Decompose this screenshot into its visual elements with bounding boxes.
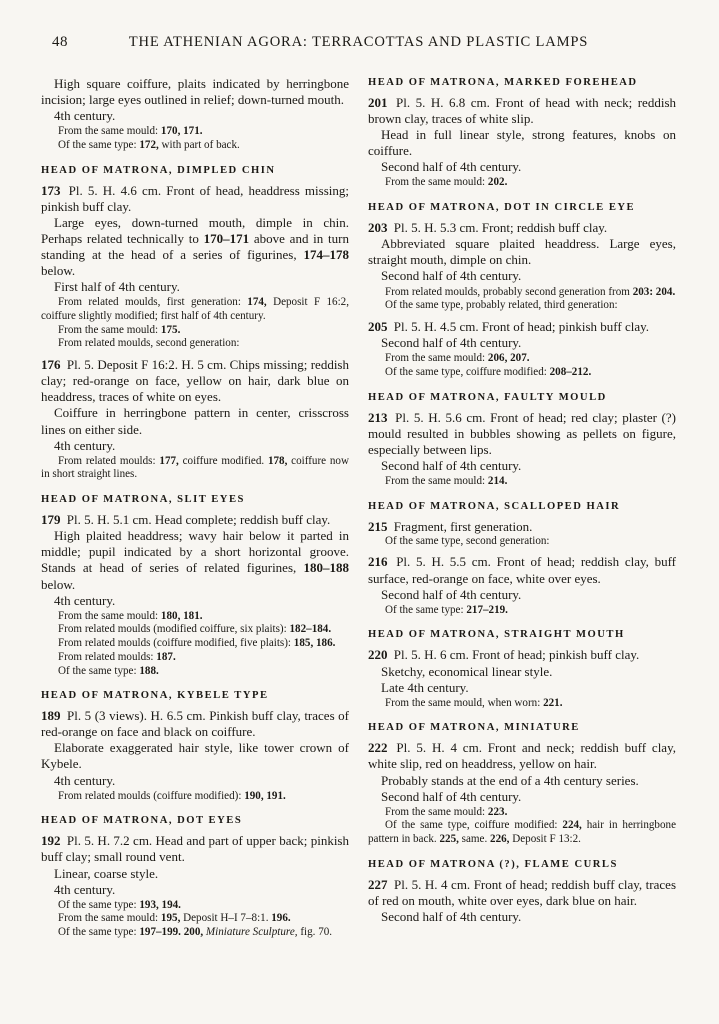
catalog-number: 182–184. xyxy=(289,623,332,636)
text-run: From the same mould: xyxy=(385,474,488,487)
text-run: Pl. 5. H. 5.3 cm. Front; reddish buff clay. xyxy=(390,220,608,236)
section-heading: HEAD OF MATRONA, DOT EYES xyxy=(41,815,243,827)
text-run: hair in herringbone pattern in back. xyxy=(368,819,676,846)
catalog-number: 203: 204. xyxy=(632,285,676,298)
body-paragraph xyxy=(41,279,349,295)
text-run: Of the same type, coiffure modified: xyxy=(385,819,563,832)
catalog-number: 220 xyxy=(368,647,388,663)
catalog-number: 216 xyxy=(368,554,388,570)
text-run: Pl. 5. H. 6.8 cm. Front of head with neck; reddish brown clay, traces of white slip. xyxy=(368,95,676,127)
reference-note xyxy=(41,899,349,913)
catalog-entry xyxy=(368,95,676,127)
catalog-entry xyxy=(368,220,676,236)
text-run: same. xyxy=(458,833,491,846)
text-run: 4th century. xyxy=(54,772,116,788)
reference-note xyxy=(368,535,676,549)
reference-note xyxy=(41,139,349,153)
text-run: Of the same type: xyxy=(58,898,140,911)
catalog-entry xyxy=(368,740,676,772)
text-run: fig. 70. xyxy=(297,926,333,939)
catalog-number: 187. xyxy=(156,650,176,663)
catalog-number: 174, xyxy=(247,296,267,309)
catalog-number: 175. xyxy=(160,323,181,336)
text-run: Pl. 5. H. 5.1 cm. Head complete; reddish buff clay. xyxy=(63,512,331,528)
text-run: From the same mould: xyxy=(58,323,161,336)
text-run: Pl. 5. H. 5.5 cm. Front of head; reddish clay, buff surface, red-orange on face, white over eyes. xyxy=(368,554,676,586)
reference-note xyxy=(368,299,676,313)
catalog-entry xyxy=(368,877,676,909)
body-paragraph xyxy=(368,268,676,284)
text-run: From related moulds, probably second generation from xyxy=(385,285,633,298)
text-run: with part of back. xyxy=(158,138,240,151)
catalog-entry xyxy=(368,647,676,663)
reference-note xyxy=(368,352,676,366)
catalog-number: 179 xyxy=(41,512,61,528)
catalog-number: 170–171 xyxy=(203,230,250,246)
text-run: Of the same type, coiffure modified: xyxy=(385,365,550,378)
text-run: Pl. 5. H. 6 cm. Front of head; pinkish buff clay. xyxy=(390,647,640,663)
body-paragraph xyxy=(41,528,349,592)
text-run: Second half of 4th century. xyxy=(381,788,522,804)
catalog-number: 201 xyxy=(368,95,388,110)
catalog-entry xyxy=(368,319,676,335)
body-paragraph xyxy=(368,909,676,925)
catalog-number: 193, 194. xyxy=(139,898,181,911)
catalog-number: 214. xyxy=(487,474,508,487)
text-run: Of the same type, probably related, third generation: xyxy=(385,299,618,312)
reference-note xyxy=(41,455,349,482)
section-heading: HEAD OF MATRONA, DOT IN CIRCLE EYE xyxy=(368,202,636,214)
catalog-number: 195, xyxy=(160,912,181,925)
text-run: Fragment, first generation. xyxy=(390,518,533,534)
catalog-number: 197–199. 200, xyxy=(139,926,204,939)
section-heading: HEAD OF MATRONA, MINIATURE xyxy=(368,722,580,734)
catalog-number: 227 xyxy=(368,876,388,892)
text-run: 4th century. xyxy=(54,437,116,453)
catalog-number: 221. xyxy=(543,696,563,709)
reference-note xyxy=(41,790,349,804)
italic-citation: Miniature Sculpture, xyxy=(205,926,298,939)
text-run: Coiffure in herringbone pattern in center, crisscross lines on either side. xyxy=(41,405,349,437)
reference-note xyxy=(41,912,349,926)
text-run: Deposit F 16:2, coiffure slightly modified; first half of 4th century. xyxy=(41,296,349,323)
section-heading: HEAD OF MATRONA, STRAIGHT MOUTH xyxy=(368,629,625,641)
text-run: Deposit H–I 7–8:1. xyxy=(180,912,272,925)
text-run: Of the same type, second generation: xyxy=(385,534,550,547)
text-run: 4th century. xyxy=(54,881,116,897)
text-run: From the same mould, when worn: xyxy=(385,696,544,709)
text-run: High plaited headdress; wavy hair below it parted in middle; pupil indicated by a short horizontal groove. Stands at head of series of related figurines, xyxy=(41,528,349,576)
running-title: THE ATHENIAN AGORA: TERRACOTTAS AND PLASTIC LAMPS xyxy=(128,34,589,50)
reference-note xyxy=(41,651,349,665)
body-paragraph xyxy=(368,773,676,789)
reference-note xyxy=(368,286,676,300)
text-run: 4th century. xyxy=(54,108,116,124)
catalog-number: 208–212. xyxy=(549,365,592,378)
text-run: Elaborate exaggerated hair style, like tower crown of Kybele. xyxy=(41,740,349,772)
reference-note xyxy=(41,623,349,637)
reference-note xyxy=(41,337,349,351)
catalog-number: 206, 207. xyxy=(487,352,530,365)
catalog-number: 190, 191. xyxy=(244,789,286,802)
text-run: From the same mould: xyxy=(58,125,161,138)
text-run: Pl. 5 (3 views). H. 6.5 cm. Pinkish buff clay, traces of red-orange on face and black on coiffure. xyxy=(41,708,349,740)
text-run: From related moulds (coiffure modified): xyxy=(58,789,245,802)
catalog-number: 172, xyxy=(139,138,159,151)
section-heading: HEAD OF MATRONA (?), FLAME CURLS xyxy=(368,858,618,870)
page-header xyxy=(41,34,676,54)
body-paragraph xyxy=(41,108,349,124)
column-right xyxy=(368,76,676,925)
text-run: Pl. 5. Deposit F 16:2. H. 5 cm. Chips missing; reddish clay; red-orange on face, yellow on hair, dark blue on headdress, traces of white on eyes. xyxy=(41,357,349,405)
reference-note xyxy=(41,125,349,139)
text-run: Pl. 5. H. 4 cm. Front of head; reddish buff clay, traces of red on mouth, white over eyes, dark blue on hair. xyxy=(368,876,676,908)
text-run: Pl. 5. H. 5.6 cm. Front of head; red clay; plaster (?) mould resulted in bubbles showing as pellets on figure, especially between lips. xyxy=(368,409,676,457)
body-paragraph xyxy=(41,215,349,279)
catalog-number: 176 xyxy=(41,357,61,373)
text-run: Pl. 5. H. 4 cm. Front and neck; reddish buff clay, white slip, red on headdress, yellow on hair. xyxy=(368,740,676,772)
reference-note xyxy=(41,610,349,624)
column-left xyxy=(41,76,349,940)
reference-note xyxy=(41,296,349,323)
section-heading: HEAD OF MATRONA, KYBELE TYPE xyxy=(41,690,269,702)
catalog-number: 226, xyxy=(490,833,510,846)
reference-note xyxy=(368,366,676,380)
catalog-entry xyxy=(368,554,676,586)
text-run: Late 4th century. xyxy=(381,679,469,695)
catalog-number: 222 xyxy=(368,740,388,756)
text-run: Of the same type: xyxy=(385,603,467,616)
catalog-number: 213 xyxy=(368,409,388,425)
text-run: Pl. 5. H. 4.5 cm. Front of head; pinkish buff clay. xyxy=(390,318,650,334)
text-run: From related moulds: xyxy=(58,650,157,663)
text-run: Second half of 4th century. xyxy=(381,335,522,351)
text-run: From related moulds, first generation: xyxy=(58,296,248,309)
catalog-number: 202. xyxy=(487,176,508,189)
text-run: Of the same type: xyxy=(58,138,140,151)
catalog-number: 224, xyxy=(562,819,582,832)
reference-note xyxy=(368,475,676,489)
text-run: From the same mould: xyxy=(58,609,161,622)
text-run: below. xyxy=(41,576,76,592)
text-run: Pl. 5. H. 4.6 cm. Front of head, headdress missing; pinkish buff clay. xyxy=(41,182,349,214)
text-run: Head in full linear style, strong features, knobs on coiffure. xyxy=(368,127,676,159)
text-run: above and in turn standing at the head of a series of figurines, xyxy=(41,230,349,263)
body-paragraph xyxy=(368,458,676,474)
catalog-number: 189 xyxy=(41,708,61,724)
reference-note xyxy=(368,604,676,618)
catalog-entry xyxy=(41,183,349,215)
reference-note xyxy=(368,819,676,846)
reference-note xyxy=(368,176,676,190)
body-paragraph xyxy=(368,236,676,268)
text-run: From the same mould: xyxy=(385,352,488,365)
catalog-number: 217–219. xyxy=(466,603,508,616)
text-run: From related moulds (coiffure modified, five plaits): xyxy=(58,637,294,650)
text-run: From related moulds: xyxy=(58,454,160,467)
section-heading: HEAD OF MATRONA, MARKED FOREHEAD xyxy=(368,77,638,88)
text-run: coiffure now in short straight lines. xyxy=(41,454,349,481)
catalog-number: 177, xyxy=(159,454,179,467)
catalog-number: 215 xyxy=(368,518,388,534)
catalog-number: 174–178 xyxy=(303,247,349,263)
body-paragraph xyxy=(41,593,349,609)
catalog-number: 188. xyxy=(139,664,159,677)
catalog-entry xyxy=(41,833,349,865)
catalog-entry xyxy=(368,519,676,535)
body-paragraph xyxy=(368,664,676,680)
text-run: Sketchy, economical linear style. xyxy=(381,663,553,679)
text-run: Probably stands at the end of a 4th century series. xyxy=(381,772,639,788)
text-run: From the same mould: xyxy=(58,912,161,925)
body-paragraph xyxy=(41,405,349,437)
catalog-number: 185, 186. xyxy=(293,637,336,650)
body-paragraph xyxy=(368,335,676,351)
text-run: below. xyxy=(41,263,76,279)
body-paragraph xyxy=(368,159,676,175)
body-paragraph xyxy=(41,773,349,789)
section-heading: HEAD OF MATRONA, FAULTY MOULD xyxy=(368,391,607,403)
reference-note xyxy=(41,637,349,651)
text-run: High square coiffure, plaits indicated by herringbone incision; large eyes outlined in relief; down-turned mouth. xyxy=(41,76,349,108)
text-run: Of the same type: xyxy=(58,926,140,939)
catalog-number: 192 xyxy=(41,833,61,849)
body-paragraph xyxy=(368,127,676,159)
text-run: Deposit F 13:2. xyxy=(509,833,581,846)
text-run: Second half of 4th century. xyxy=(381,159,522,175)
catalog-number: 180, 181. xyxy=(160,609,203,622)
text-run: Second half of 4th century. xyxy=(381,586,522,602)
catalog-number: 225, xyxy=(439,833,459,846)
text-run: From the same mould: xyxy=(385,176,488,189)
text-run: From related moulds, second generation: xyxy=(58,337,240,350)
catalog-number: 173 xyxy=(41,182,61,198)
catalog-entry xyxy=(41,708,349,740)
text-run: First half of 4th century. xyxy=(54,279,180,295)
reference-note xyxy=(41,926,349,940)
catalog-number: 205 xyxy=(368,318,388,334)
catalog-number: 196. xyxy=(271,912,291,925)
reference-note xyxy=(41,324,349,338)
page-number: 48 xyxy=(52,34,68,50)
text-run: 4th century. xyxy=(54,592,116,608)
body-paragraph xyxy=(368,587,676,603)
catalog-entry xyxy=(41,512,349,528)
body-paragraph xyxy=(41,882,349,898)
reference-note xyxy=(368,697,676,711)
body-paragraph xyxy=(41,866,349,882)
catalog-number: 203 xyxy=(368,220,388,236)
reference-note xyxy=(368,806,676,820)
text-run: Linear, coarse style. xyxy=(54,865,159,881)
catalog-number: 170, 171. xyxy=(160,125,203,138)
catalog-entry xyxy=(41,357,349,405)
text-run: Pl. 5. H. 7.2 cm. Head and part of upper back; pinkish buff clay; small round vent. xyxy=(41,833,349,865)
section-heading: HEAD OF MATRONA, SCALLOPED HAIR xyxy=(368,500,621,512)
text-run: Second half of 4th century. xyxy=(381,268,522,284)
text-run: Abbreviated square plaited headdress. Large eyes, straight mouth, dimple on chin. xyxy=(368,236,676,268)
text-run: coiffure modified. xyxy=(178,454,268,467)
catalog-number: 180–188 xyxy=(303,560,349,576)
text-run: Second half of 4th century. xyxy=(381,909,522,925)
body-paragraph xyxy=(41,438,349,454)
text-run: Large eyes, down-turned mouth, dimple in chin. Perhaps related technically to xyxy=(41,214,349,246)
catalog-number: 178, xyxy=(267,454,288,467)
body-paragraph xyxy=(368,789,676,805)
body-paragraph xyxy=(368,680,676,696)
body-paragraph xyxy=(41,740,349,772)
text-run: Of the same type: xyxy=(58,664,140,677)
body-paragraph xyxy=(41,76,349,108)
section-heading: HEAD OF MATRONA, DIMPLED CHIN xyxy=(41,164,276,176)
text-columns xyxy=(41,76,676,940)
text-run: Second half of 4th century. xyxy=(381,457,522,473)
reference-note xyxy=(41,665,349,679)
catalog-number: 223. xyxy=(487,805,508,818)
text-run: From related moulds (modified coiffure, six plaits): xyxy=(58,623,290,636)
text-run: From the same mould: xyxy=(385,805,488,818)
section-heading: HEAD OF MATRONA, SLIT EYES xyxy=(41,494,245,506)
catalog-entry xyxy=(368,410,676,458)
